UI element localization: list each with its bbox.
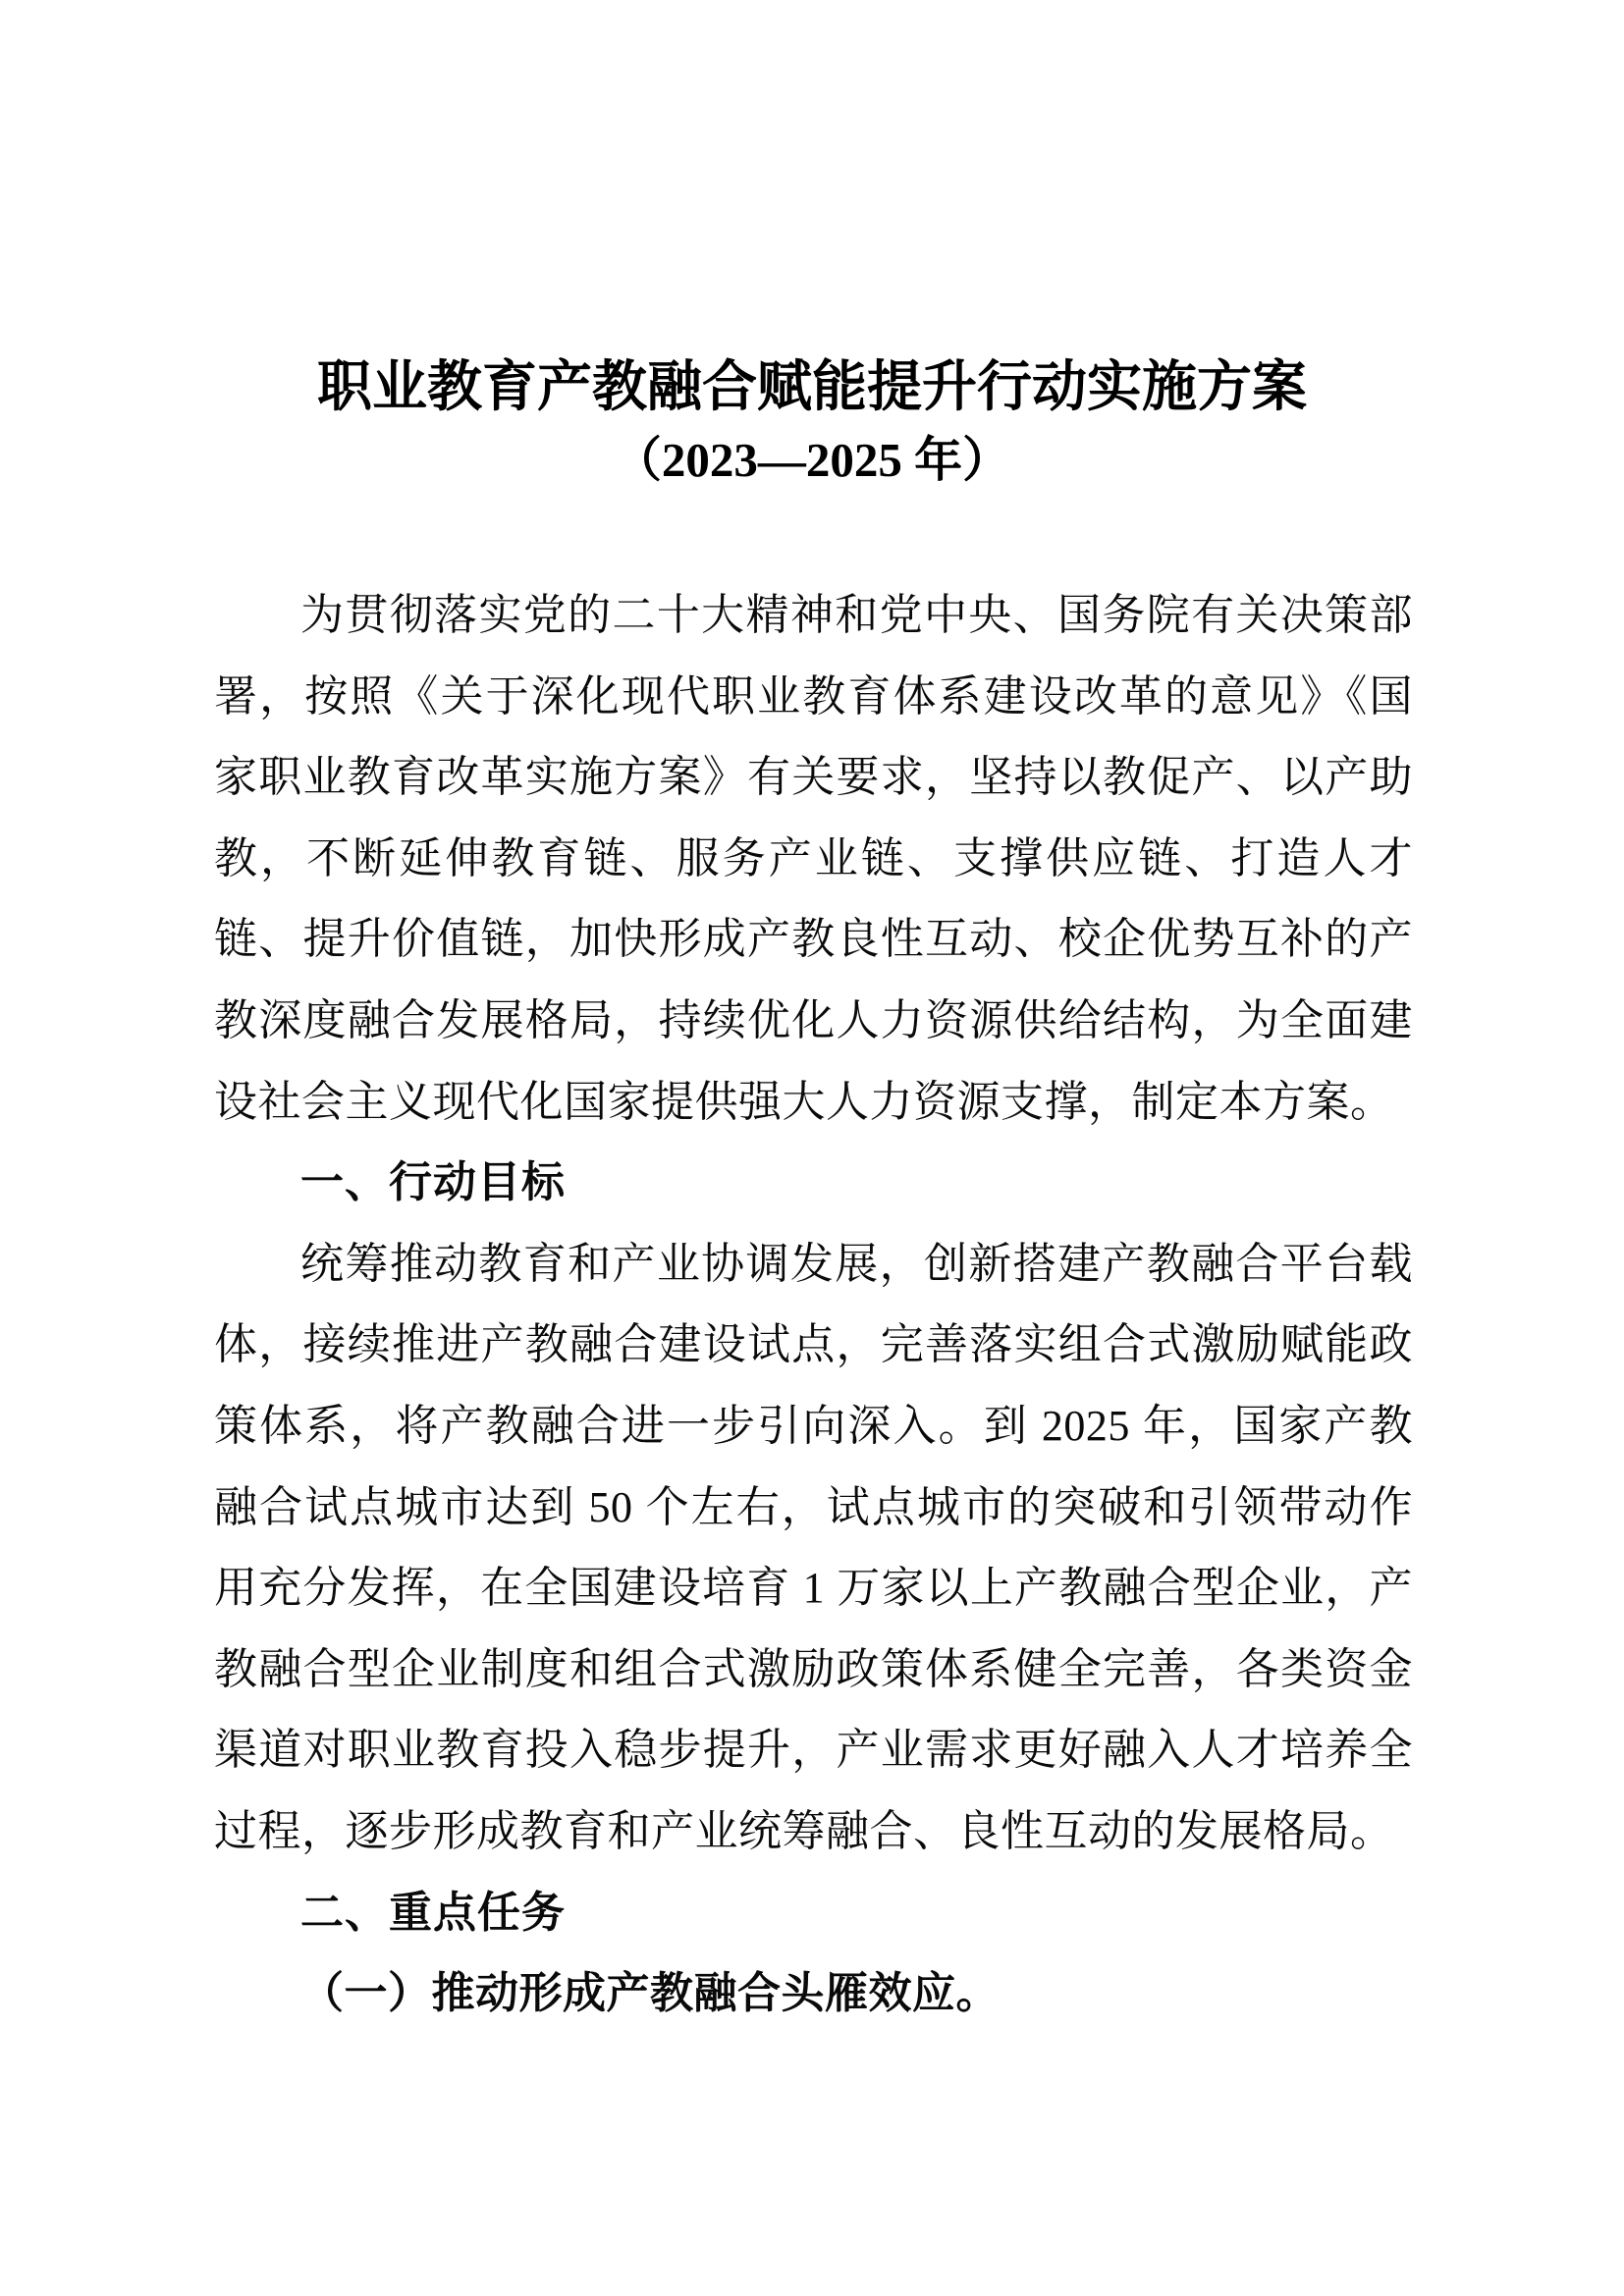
subitem-task-1: （一）推动形成产教融合头雁效应。 (300, 1969, 1000, 2018)
document-title: 职业教育产教融合赋能提升行动实施方案 (317, 357, 1307, 418)
paragraph-intro: 为贯彻落实党的二十大精神和党中央、国务院有关决策部署，按照《关于深化现代职业教育体系建设改革的意见》《国家职业教育改革实施方案》有关要求，坚持以教促产、以产助教，不断延伸教育链、服务产业链、支撑供应链、打造人才链、提升价值链，加快形成产教良性互动、校企优势互补的产教深度融合发展格局，持续优化人力资源供给结构，为全面建设社会主义现代化国家提供强大人力资源支撑，制定本方案。 (214, 591, 1413, 1126)
document-subtitle: （2023—2025 年） (613, 433, 1011, 487)
heading-key-tasks: 二、重点任务 (300, 1888, 566, 1937)
heading-action-goals: 一、行动目标 (300, 1158, 566, 1207)
document-body (214, 575, 1413, 2035)
paragraph-goals: 统筹推动教育和产业协调发展，创新搭建产教融合平台载体，接续推进产教融合建设试点，完善落实组合式激励赋能政策体系，将产教融合进一步引向深入。到 2025 年，国家产教融合试点城市达到 50 个左右，试点城市的突破和引领带动作用充分发挥，在全国建设培育 1 万家以上产教融合型企业，产教融合型企业制度和组合式激励政策体系健全完善，各类资金渠道对职业教育投入稳步提升，产业需求更好融入人才培养全过程，逐步形成教育和产业统筹融合、良性互动的发展格局。 (214, 1239, 1413, 1855)
